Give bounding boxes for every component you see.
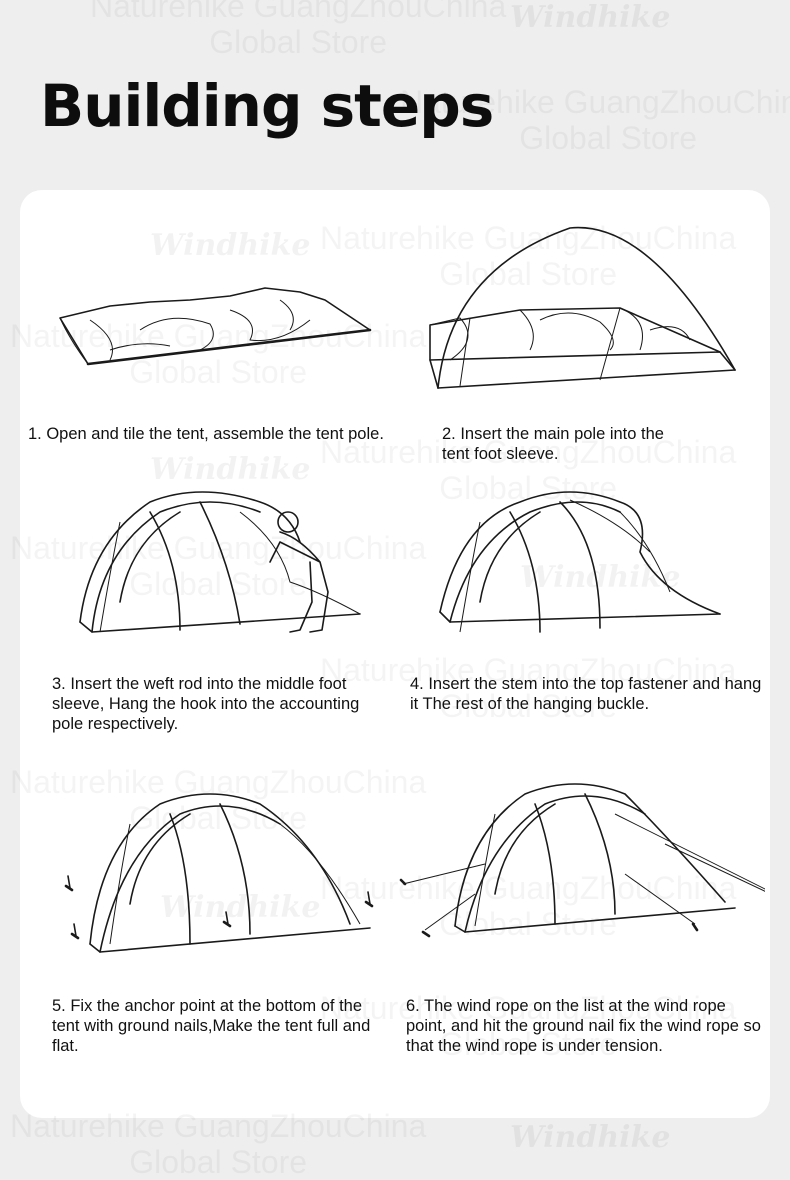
- watermark-store-bottom: [10, 1108, 426, 1180]
- step-1-text: 1. Open and tile the tent, assemble the tent pole.: [28, 425, 384, 443]
- step-2-text: 2. Insert the main pole into the tent foot sleeve.: [442, 425, 664, 463]
- page-title: Building steps: [40, 72, 494, 140]
- watermark-line2: [10, 1144, 426, 1180]
- watermark-logo-3: Windhike: [520, 560, 681, 595]
- tent-flat-icon: [50, 280, 380, 380]
- step-4-text: 4. Insert the stem into the top fastener and hang it The rest of the hanging buckle.: [410, 675, 762, 713]
- watermark-logo-4: Windhike: [160, 890, 321, 925]
- tent-dome-icon: [420, 482, 740, 652]
- tent-frame-icon: [420, 210, 750, 400]
- tent-guyed-icon: [395, 774, 765, 964]
- watermark-logo-bottom: Windhike: [510, 1120, 671, 1155]
- tent-staked-icon: [60, 784, 380, 964]
- step-6-text: 6. The wind rope on the list at the wind rope point, and hit the ground nail fix the wind rope so that the wind rope is under tension.: [406, 997, 761, 1055]
- watermark-line2: [90, 24, 506, 60]
- watermark-store-top: [90, 0, 506, 60]
- watermark-logo-top: Windhike: [510, 0, 671, 35]
- steps-card: [20, 190, 770, 1118]
- step-5-text: 5. Fix the anchor point at the bottom of the tent with ground nails,Make the tent full and flat.: [52, 997, 371, 1055]
- watermark-logo-2: Windhike: [150, 452, 311, 487]
- tent-person-icon: [60, 482, 380, 652]
- step-3-text: 3. Insert the weft rod into the middle foot sleeve, Hang the hook into the accounting pole respectively.: [52, 675, 360, 733]
- watermark-line1: [90, 0, 506, 24]
- watermark-logo-1: Windhike: [150, 228, 311, 263]
